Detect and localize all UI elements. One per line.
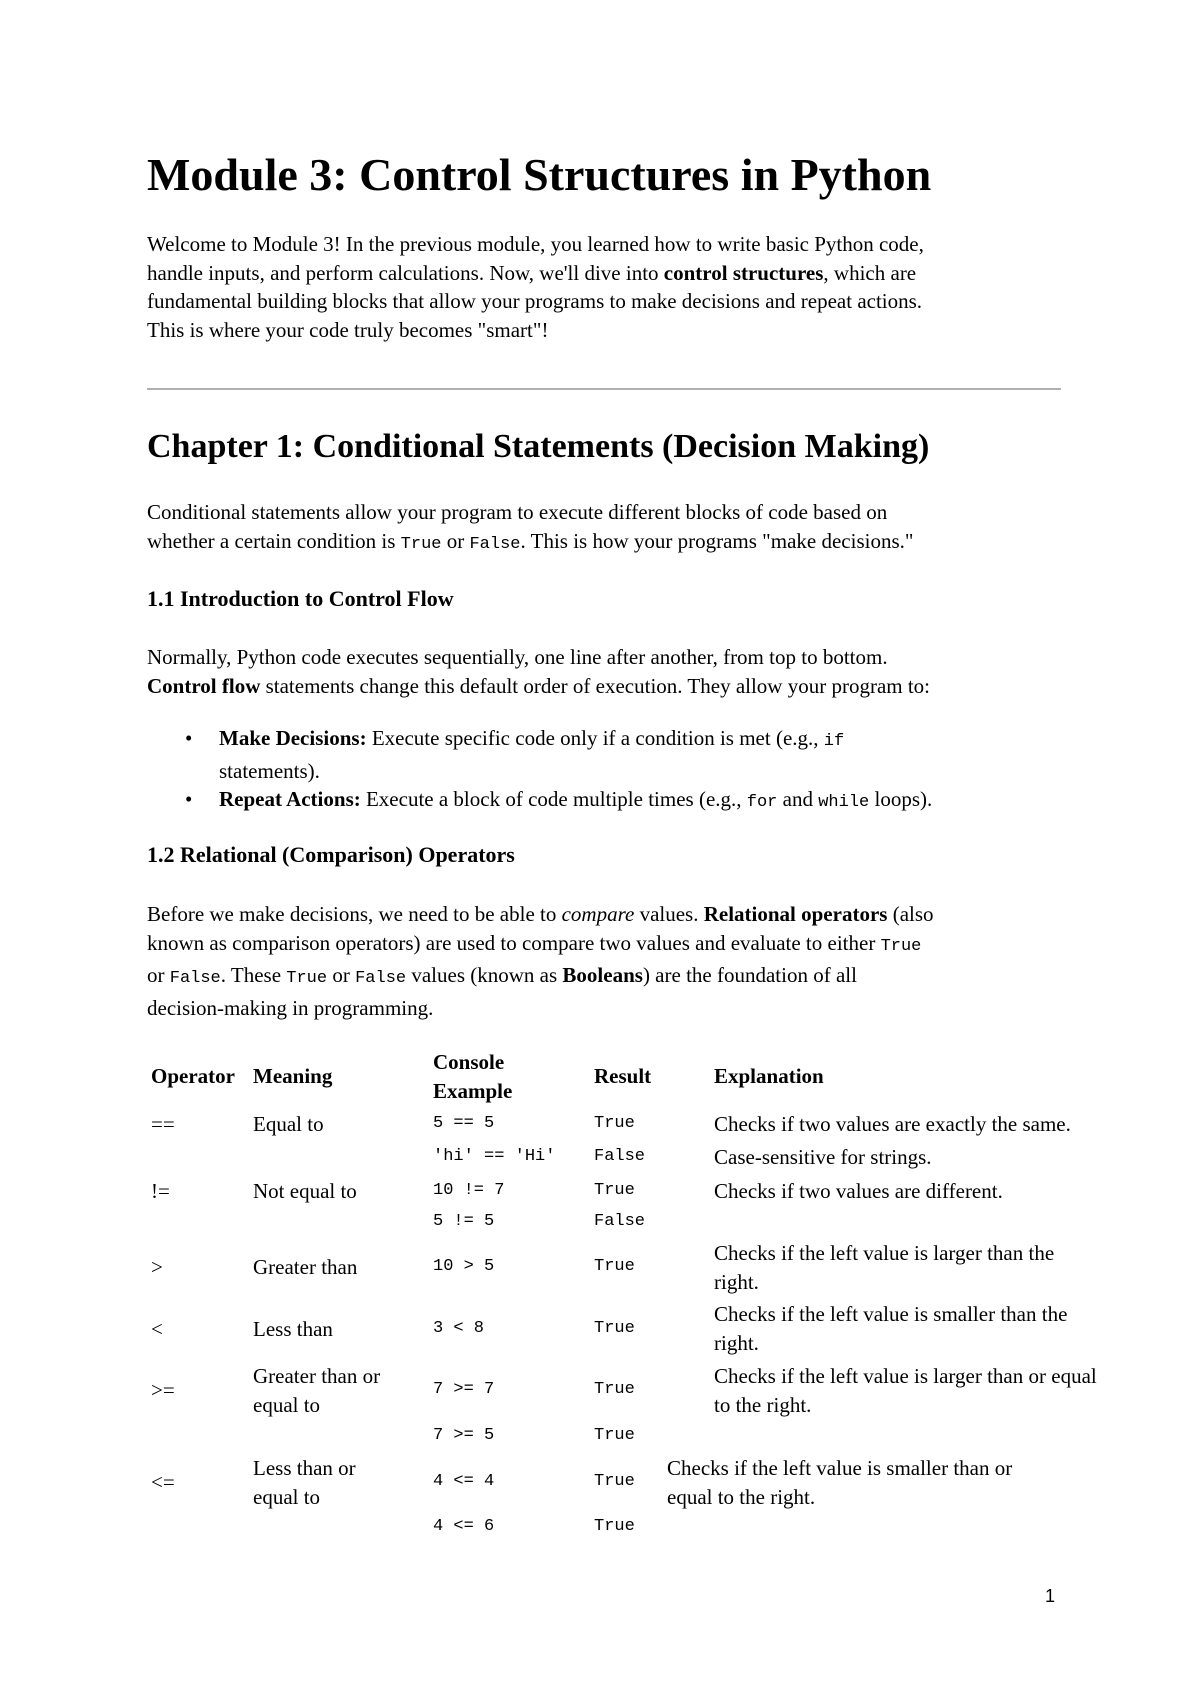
page-number: 1	[1045, 1586, 1056, 1606]
table-cell-result: False	[594, 1147, 646, 1166]
table-cell-result: True	[594, 1380, 635, 1399]
table-cell-result: True	[594, 1472, 635, 1491]
section-heading-1-1: 1.1 Introduction to Control Flow	[147, 586, 454, 611]
table-cell-operator: <=	[151, 1470, 175, 1494]
table-header-meaning: Meaning	[253, 1064, 333, 1088]
table-cell-result: True	[594, 1319, 635, 1338]
table-cell-example: 4 <= 4	[433, 1472, 495, 1491]
table-cell-example: 10 > 5	[433, 1257, 495, 1276]
table-cell-explanation: Checks if the left value is larger than or equal to the right.	[714, 1364, 1097, 1417]
table-cell-operator: >=	[151, 1378, 175, 1402]
control-flow-paragraph: Normally, Python code executes sequentially, one line after another, from top to bottom. Control flow statements change this default order of execution. They allow your program to:	[147, 645, 931, 698]
table-cell-result: True	[594, 1114, 635, 1133]
table-header-result: Result	[594, 1064, 652, 1088]
table-cell-explanation: Checks if two values are exactly the same.	[714, 1112, 1071, 1136]
table-cell-example: 5 != 5	[433, 1212, 495, 1231]
table-cell-result: True	[594, 1426, 635, 1445]
table-cell-example: 'hi' == 'Hi'	[433, 1147, 556, 1166]
chapter-heading: Chapter 1: Conditional Statements (Decision Making)	[147, 428, 930, 465]
table-cell-example: 3 < 8	[433, 1319, 485, 1338]
table-cell-example: 5 == 5	[433, 1114, 495, 1133]
intro-paragraph: Welcome to Module 3! In the previous module, you learned how to write basic Python code, handle inputs, and perform calculations. Now, we'll dive into control structures, which are fundamental building blocks that allow your programs to make decisions and repeat actions. This is where your code truly becomes "smart"!	[147, 232, 924, 342]
table-cell-result: True	[594, 1181, 635, 1200]
table-cell-meaning: Equal to	[253, 1112, 324, 1136]
table-cell-result: True	[594, 1257, 635, 1276]
table-header-explanation: Explanation	[714, 1064, 824, 1088]
page-title: Module 3: Control Structures in Python	[147, 149, 932, 200]
table-header-example: Console Example	[433, 1050, 513, 1103]
relational-operators-paragraph: Before we make decisions, we need to be able to compare values. Relational operators (also known as comparison operators) are used to compare two values and evaluate to either True or False. These True or False values (known as Booleans) are the foundation of all decision-making in programming.	[147, 902, 934, 1020]
list-item: • Make Decisions: Execute specific code only if a condition is met (e.g., if statements).	[185, 726, 845, 783]
table-header-operator: Operator	[151, 1064, 235, 1088]
list-item: • Repeat Actions: Execute a block of code multiple times (e.g., for and while loops).	[185, 787, 933, 812]
section-divider	[147, 388, 1061, 391]
table-cell-explanation: Checks if the left value is smaller than the right.	[714, 1302, 1068, 1355]
table-cell-meaning: Less than or equal to	[253, 1456, 356, 1509]
table-cell-meaning: Less than	[253, 1317, 333, 1341]
table-cell-operator: !=	[151, 1179, 170, 1203]
table-cell-explanation: Checks if two values are different.	[714, 1179, 1003, 1203]
table-cell-operator: >	[151, 1255, 163, 1279]
table-cell-operator: ==	[151, 1112, 175, 1136]
table-cell-example: 7 >= 5	[433, 1426, 495, 1445]
table-cell-result: True	[594, 1517, 635, 1536]
chapter-intro-paragraph: Conditional statements allow your program to execute different blocks of code based on whether a certain condition is True or False. This is how your programs "make decisions."	[147, 500, 914, 554]
table-cell-example: 4 <= 6	[433, 1517, 495, 1536]
bullet-icon: •	[185, 787, 193, 811]
table-cell-meaning: Not equal to	[253, 1179, 357, 1203]
table-cell-operator: <	[151, 1317, 163, 1341]
section-heading-1-2: 1.2 Relational (Comparison) Operators	[147, 842, 515, 867]
table-cell-result: False	[594, 1212, 646, 1231]
bullet-icon: •	[185, 726, 193, 750]
table-cell-explanation: Checks if the left value is smaller than or equal to the right.	[667, 1456, 1013, 1509]
table-cell-explanation: Case-sensitive for strings.	[714, 1145, 932, 1169]
table-cell-explanation: Checks if the left value is larger than the right.	[714, 1241, 1055, 1294]
control-flow-list	[147, 724, 1047, 818]
table-cell-example: 10 != 7	[433, 1181, 505, 1200]
table-cell-meaning: Greater than	[253, 1255, 358, 1279]
table-cell-example: 7 >= 7	[433, 1380, 495, 1399]
table-cell-meaning: Greater than or equal to	[253, 1364, 381, 1417]
